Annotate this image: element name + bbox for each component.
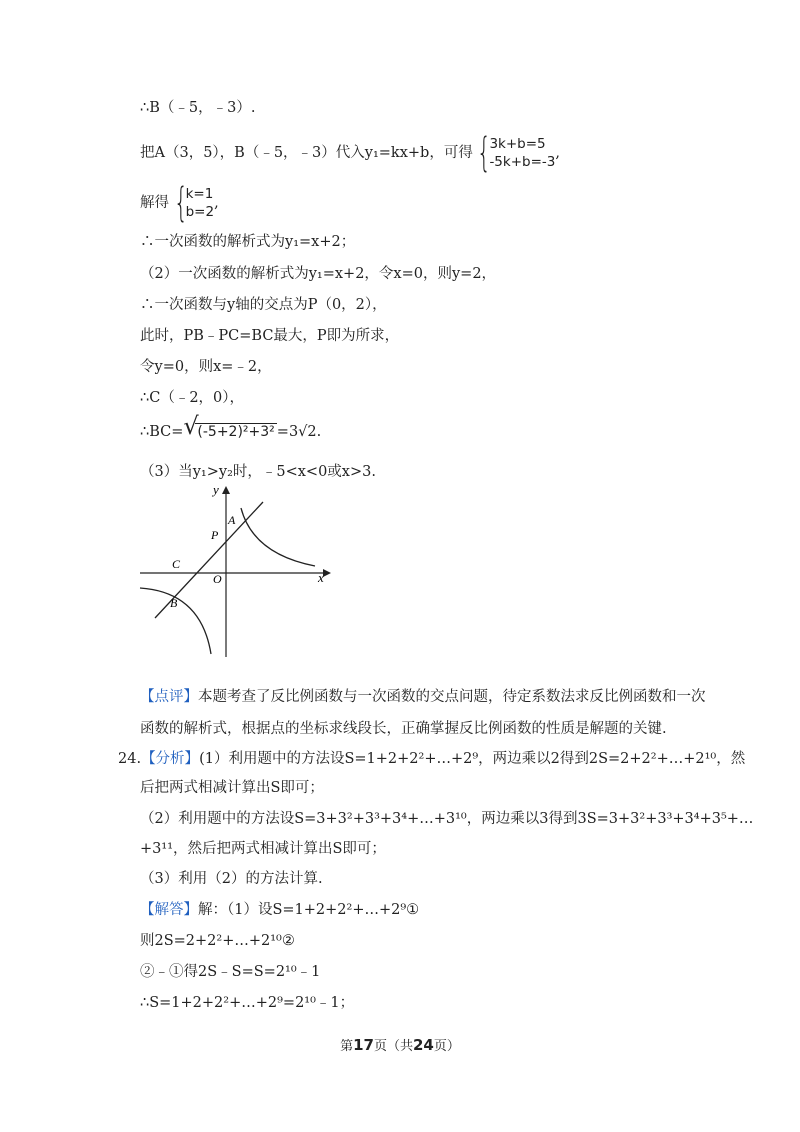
point-a-label: A — [228, 513, 236, 527]
footer-prefix: 第 — [340, 1039, 354, 1054]
line-1: ∴B（﹣5，﹣3）. — [140, 100, 256, 116]
analysis-line-1 — [118, 749, 745, 769]
system-2-row-1: k=1 — [185, 186, 214, 202]
footer-suffix: 页） — [433, 1039, 460, 1054]
x-axis-arrow-icon — [323, 569, 331, 577]
line-4: ∴一次函数的解析式为y₁=x+2； — [140, 234, 356, 250]
line-7: 此时，PB﹣PC=BC最大，P即为所求， — [140, 328, 400, 344]
point-p-label: P — [211, 528, 219, 542]
line-9: ∴C（﹣2，0）， — [140, 390, 245, 406]
line-2: 把A（3，5），B（﹣5，﹣3）代入y₁=kx+b，可得 { 3k+b=5 -5k+b=-3 , — [140, 130, 560, 176]
brace-icon: { — [173, 180, 188, 226]
question-number: 24. — [118, 751, 142, 767]
analysis-tag: 【分析】 — [141, 751, 200, 767]
line-10 — [140, 412, 322, 442]
line-2-text: 把A（3，5），B（﹣5，﹣3）代入y₁=kx+b，可得 — [140, 145, 473, 161]
equation-system-1 — [477, 130, 556, 176]
axis-label-y: y — [213, 482, 219, 497]
system-1-row-2: -5k+b=-3 — [489, 154, 556, 170]
page-footer — [0, 1035, 800, 1054]
analysis-line-3: （2）利用题中的方法设S=3+3²+3³+3⁴+…+3¹⁰，两边乘以3得到3S=3+3²+3³+3⁴+3⁵+… — [140, 811, 754, 827]
remark-tag: 【点评】 — [140, 689, 198, 705]
current-page-number: 17 — [353, 1036, 374, 1054]
answer-text-1: 解：（1）设S=1+2+2²+…+2⁹① — [198, 902, 420, 918]
analysis-line-5: （3）利用（2）的方法计算. — [140, 871, 323, 887]
system-2-row-2: b=2 — [185, 204, 215, 220]
radical-icon: √ — [183, 412, 199, 440]
square-root — [183, 412, 276, 442]
remark-line-1 — [140, 687, 706, 707]
line-6: ∴一次函数与y轴的交点为P（0，2）， — [140, 297, 387, 313]
line-5: （2）一次函数的解析式为y₁=x+2，令x=0，则y=2， — [140, 266, 497, 282]
analysis-text-1: (1）利用题中的方法设S=1+2+2²+…+2⁹，两边乘以2得到2S=2+2²+…+2¹⁰，然 — [199, 751, 746, 767]
point-c-label: C — [172, 557, 181, 571]
analysis-line-4: +3¹¹，然后把两式相减计算出S即可； — [140, 841, 386, 857]
point-b-label: B — [170, 596, 178, 610]
line-10-result: =3√2. — [276, 424, 322, 440]
y-axis-arrow-icon — [222, 486, 230, 494]
radicand: (-5+2)²+3² — [197, 424, 275, 440]
analysis-line-2: 后把两式相减计算出S即可； — [140, 780, 324, 796]
line-3: 解得 { k=1 b=2 , — [140, 180, 219, 226]
line-3-text: 解得 — [140, 195, 169, 211]
system-1-row-1: 3k+b=5 — [489, 136, 546, 152]
function-graph — [135, 482, 335, 662]
axis-label-x: x — [318, 570, 324, 585]
answer-tag: 【解答】 — [140, 902, 198, 918]
hyperbola-branch-1 — [241, 508, 315, 566]
line-8: 令y=0，则x=﹣2， — [140, 359, 272, 375]
total-page-number: 24 — [413, 1036, 434, 1054]
origin-label: O — [213, 572, 222, 586]
remark-line-2: 函数的解析式，根据点的坐标求线段长，正确掌握反比例函数的性质是解题的关键. — [140, 721, 667, 737]
remark-text-1: 本题考查了反比例函数与一次函数的交点问题，待定系数法求反比例函数和一次 — [198, 689, 706, 705]
footer-middle: 页（共 — [373, 1039, 413, 1054]
answer-line-1 — [140, 900, 419, 920]
brace-icon: { — [477, 130, 492, 176]
line-11: （3）当y₁>y₂时，﹣5<x<0或x>3. — [140, 464, 376, 480]
answer-line-2: 则2S=2+2²+…+2¹⁰② — [140, 933, 295, 949]
answer-line-3: ②﹣①得2S﹣S=S=2¹⁰﹣1 — [140, 964, 321, 980]
answer-line-4: ∴S=1+2+2²+…+2⁹=2¹⁰﹣1； — [140, 995, 355, 1011]
line-10-text: ∴BC= — [140, 424, 184, 440]
